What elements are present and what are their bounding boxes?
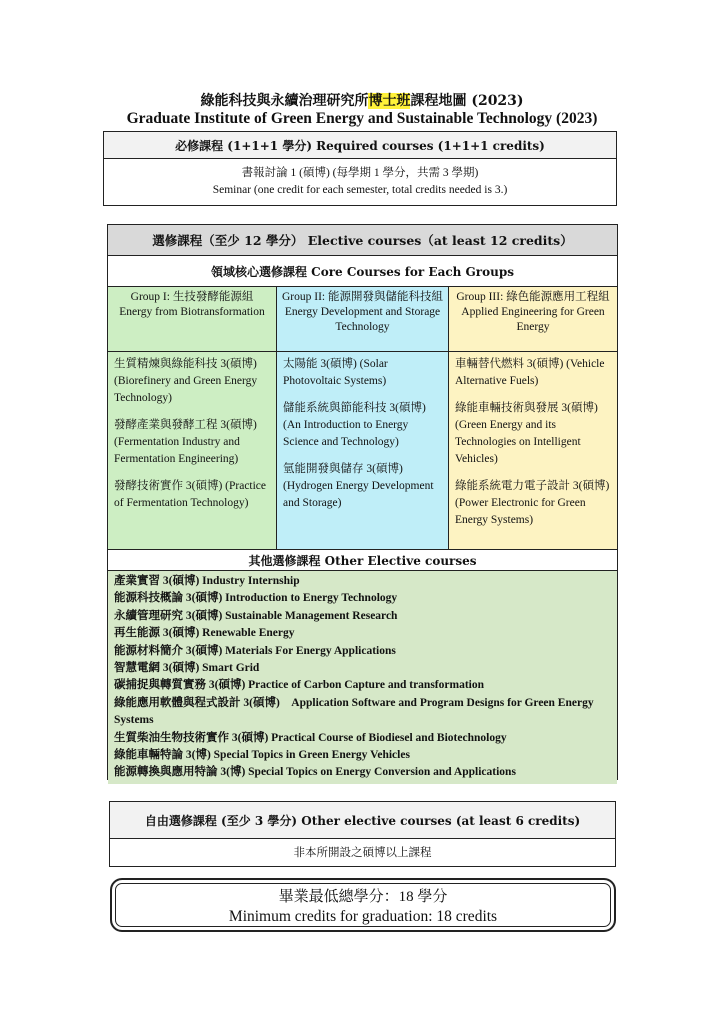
group-1-course: 發酵技術實作 3(碩博) (Practice of Fermentation Technology) [114, 480, 267, 509]
list-item: 永續管理研究 3(碩博) Sustainable Management Research [114, 609, 398, 622]
list-item: 智慧電網 3(碩博) Smart Grid [114, 662, 260, 675]
group-3-courses [449, 352, 617, 549]
seminar-line-en: Seminar (one credit for each semester, total credits needed is 3.) [212, 184, 508, 196]
group-1-name-en: Energy from Biotransformation [119, 306, 265, 318]
seminar-line-zh: 書報討論 1 (碩博) (每學期 1 學分，共需 3 學期) [241, 167, 479, 179]
group-2-name-zh: Group II: 能源開發與儲能科技組 [282, 291, 443, 303]
graduation-line-zh: 畢業最低總學分：18 學分 [278, 889, 448, 905]
required-courses-header: 必修課程 (1+1+1 學分) Required courses (1+1+1 credits) [104, 132, 616, 159]
group-1-course: 發酵產業與發酵工程 3(碩博) (Fermentation Industry and Fermentation Engineering) [114, 419, 257, 465]
group-2-course: 太陽能 3(碩博) (Solar Photovoltaic Systems) [283, 358, 388, 387]
group-1-course: 生質精煉與綠能科技 3(碩博) (Biorefinery and Green Energy Technology) [114, 358, 258, 404]
list-item: 能源材料簡介 3(碩博) Materials For Energy Applications [114, 644, 396, 657]
group-3-name-zh: Group III: 綠色能源應用工程組 [456, 291, 610, 303]
group-2-courses [277, 352, 449, 549]
required-courses-box [103, 131, 617, 206]
group-1-name-zh: Group I: 生技發酵能源組 [130, 291, 254, 303]
group-3-name-en: Applied Engineering for Green Energy [461, 306, 605, 333]
free-elective-box [109, 801, 616, 867]
elective-courses-header: 選修課程（至少 12 學分） Elective courses（at least 12 credits） [108, 225, 617, 256]
other-elective-list [108, 571, 617, 784]
group-3-course: 車輛替代燃料 3(碩博) (Vehicle Alternative Fuels) [455, 358, 605, 387]
free-elective-header: 自由選修課程 (至少 3 學分) Other elective courses (at least 6 credits) [110, 802, 615, 839]
group-course-columns [108, 352, 617, 550]
group-2-course: 儲能系統與節能科技 3(碩博) (An Introduction to Energy Science and Technology) [283, 402, 426, 448]
title-zh-highlight: 博士班 [368, 93, 411, 109]
page-title-zh [0, 90, 724, 110]
list-item: 能源科技概論 3(碩博) Introduction to Energy Technology [114, 592, 398, 605]
group-2-name-en: Energy Development and Storage Technology [284, 306, 441, 333]
title-zh-after: 課程地圖 (2023) [410, 93, 524, 109]
elective-courses-box [107, 224, 618, 780]
group-3-course: 綠能系統電力電子設計 3(碩博) (Power Electronic for Green Energy Systems) [455, 480, 610, 526]
group-1-header [108, 287, 277, 351]
group-3-course: 綠能車輛技術與發展 3(碩博) (Green Energy and its Technologies on Intelligent Vehicles) [455, 402, 598, 465]
list-item: 綠能應用軟體與程式設計 3(碩博) Application Software and Program Designs for Green Energy Systems [114, 696, 594, 727]
free-elective-body: 非本所開設之碩博以上課程 [293, 845, 432, 859]
group-2-course: 氫能開發與儲存 3(碩博) (Hydrogen Energy Development and Storage) [283, 463, 434, 509]
page-title-en: Graduate Institute of Green Energy and Sustainable Technology (2023) [126, 110, 598, 127]
group-1-courses [108, 352, 277, 549]
group-3-header [449, 287, 617, 351]
graduation-credits-box [110, 878, 616, 932]
group-2-header [277, 287, 449, 351]
core-courses-header: 領域核心選修課程 Core Courses for Each Groups [108, 256, 617, 287]
list-item: 能源轉換與應用特論 3(博) Special Topics on Energy Conversion and Applications [114, 766, 516, 779]
title-zh-before: 綠能科技與永續治理研究所 [200, 93, 369, 109]
list-item: 再生能源 3(碩博) Renewable Energy [114, 627, 295, 640]
list-item: 生質柴油生物技術實作 3(碩博) Practical Course of Biodiesel and Biotechnology [114, 731, 507, 744]
group-headers [108, 287, 617, 352]
list-item: 碳捕捉與轉質實務 3(碩博) Practice of Carbon Capture and transformation [114, 679, 484, 692]
other-elective-header: 其他選修課程 Other Elective courses [108, 550, 617, 571]
list-item: 綠能車輛特論 3(博) Special Topics in Green Energy Vehicles [114, 749, 410, 762]
graduation-line-en: Minimum credits for graduation: 18 credits [228, 908, 498, 925]
required-courses-body [104, 159, 616, 199]
list-item: 產業實習 3(碩博) Industry Internship [114, 575, 300, 587]
